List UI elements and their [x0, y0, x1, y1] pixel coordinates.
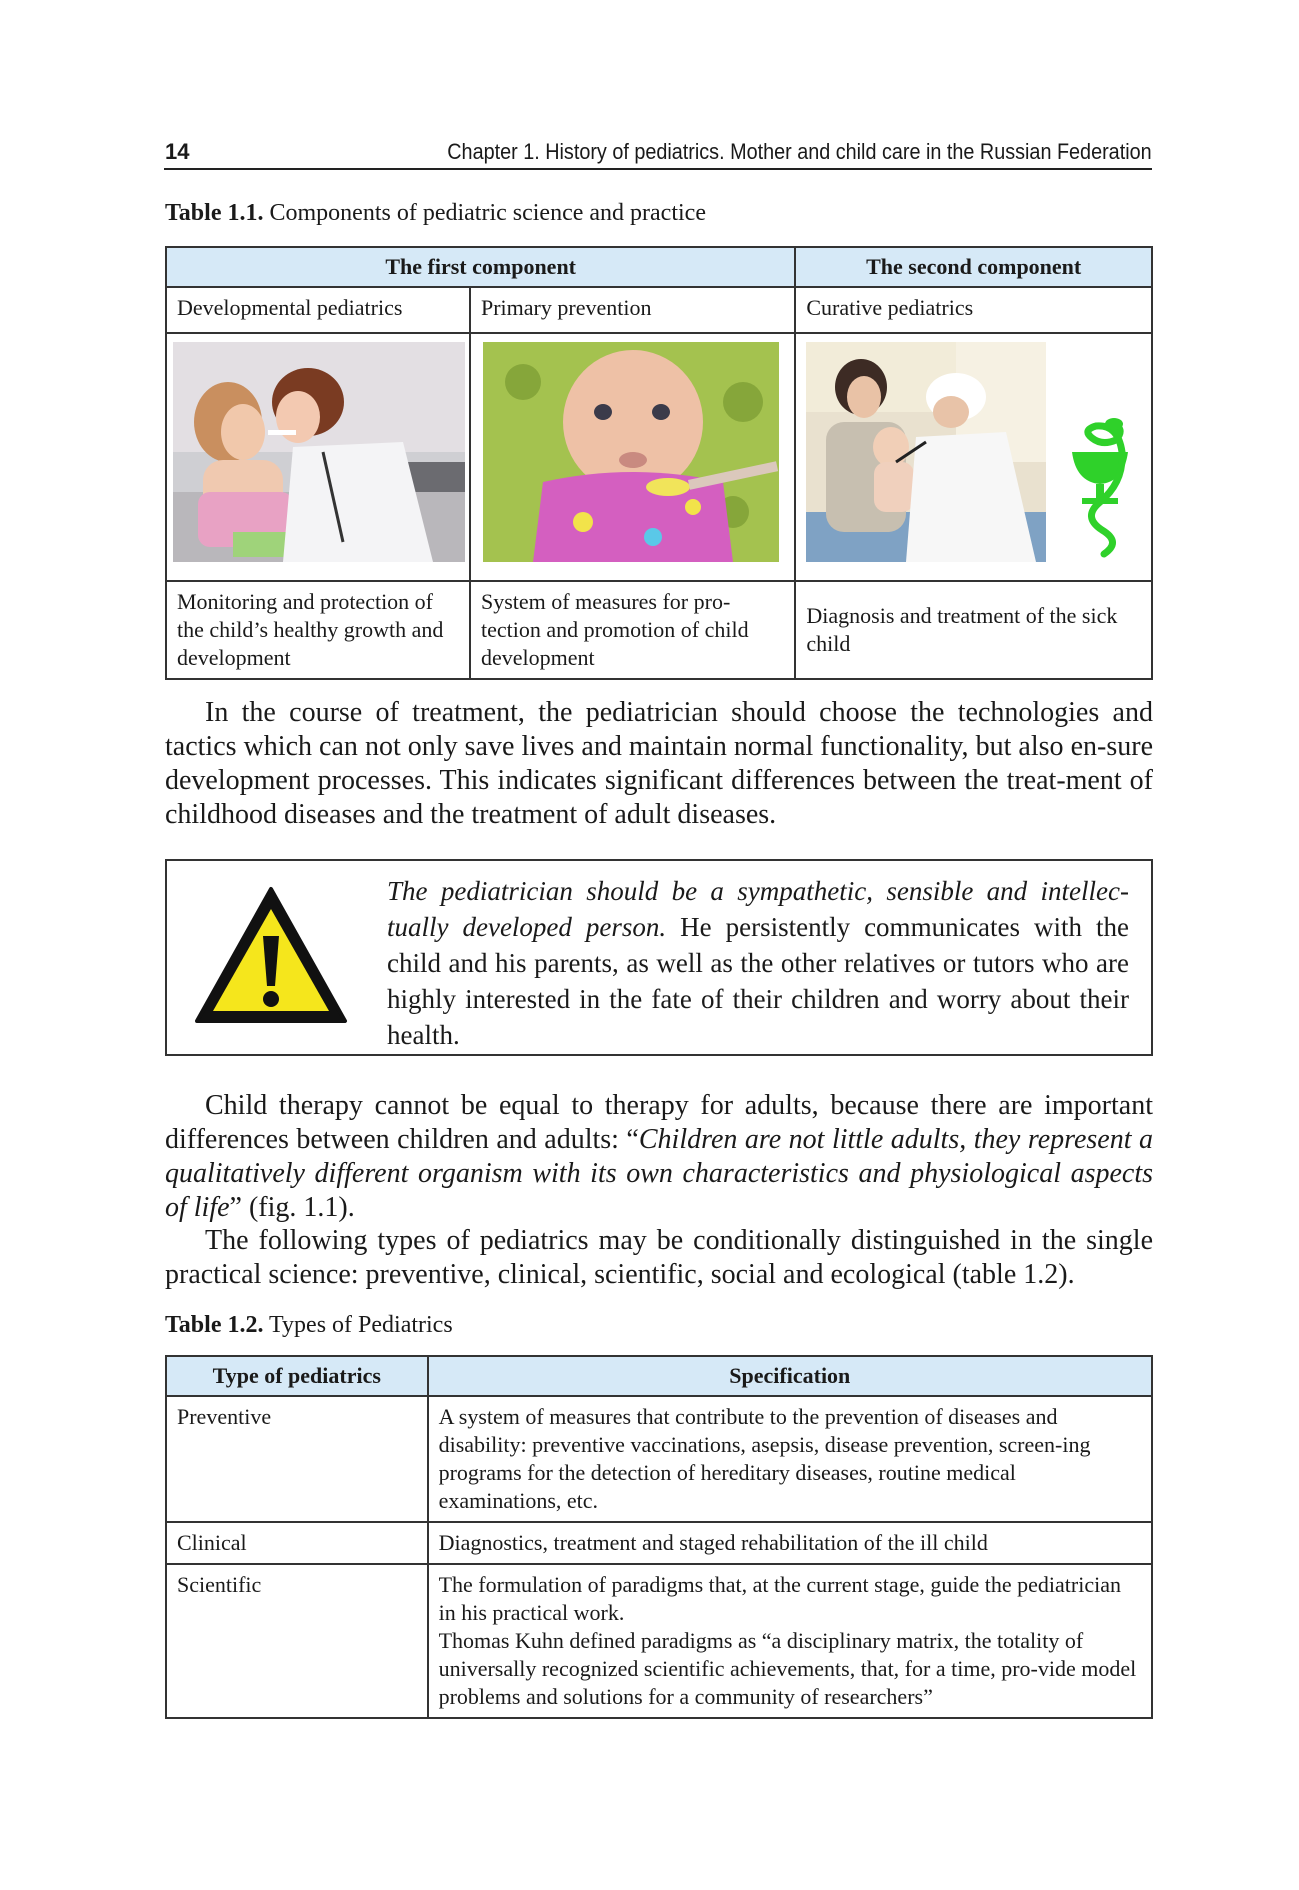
- table2-caption-label: Table 1.2.: [165, 1312, 264, 1338]
- warning-box: [165, 859, 1153, 1056]
- paragraph-types: [165, 1224, 1153, 1292]
- paragraph-treatment-text: In the course of treatment, the pediatrician should choose the technologies and tactics which can not only save lives and maintain normal functionality, but also en-sure development processes. This indicates significant differences between the treat-ment of childhood diseases and the treatment of adult diseases.: [165, 697, 1153, 830]
- doctor-examining-girl-photo: [173, 342, 465, 562]
- table1-caption-label: Table 1.1.: [165, 200, 264, 226]
- warning-triangle-icon: [191, 881, 351, 1031]
- table2-caption-text: Types of Pediatrics: [263, 1312, 453, 1338]
- page-number: 14: [165, 139, 190, 164]
- table-row: [166, 1522, 1152, 1564]
- table1-caption-text: Components of pediatric science and practice: [263, 200, 706, 226]
- image-cell-curative: [795, 333, 1152, 581]
- desc-prevention: System of measures for pro-tection and promotion of child development: [470, 581, 795, 679]
- header-first-component: The first component: [166, 247, 795, 287]
- header-specification: Specification: [428, 1356, 1152, 1396]
- col-primary-prevention: Primary prevention: [470, 287, 795, 333]
- baby-eating-photo: [483, 342, 779, 562]
- components-table: [165, 246, 1153, 680]
- paragraph-treatment: [165, 696, 1153, 832]
- para3-text: The following types of pediatrics may be conditionally distinguished in the single practical science: preventive, clinical, scientific, social and ecological (table 1.2).: [165, 1225, 1153, 1290]
- paragraph-child-therapy: [165, 1089, 1153, 1225]
- image-cell-developmental: [166, 333, 470, 581]
- para2-start: Child therapy cannot be equal to therapy for adults, because there are important differences between children and adults: “: [165, 1090, 1153, 1155]
- row-spec-part2: Thomas Kuhn defined paradigms as “a disciplinary matrix, the totality of universally recognized scientific achievements, that, for a time, pro-vide model problems and solutions for a community of researchers”: [438, 1628, 1137, 1709]
- doctor-examining-baby-photo: [806, 342, 1046, 562]
- row-type: Scientific: [166, 1564, 428, 1718]
- col-curative-pediatrics: Curative pediatrics: [795, 287, 1152, 333]
- bowl-of-hygieia-icon: [1052, 342, 1144, 562]
- header-type: Type of pediatrics: [166, 1356, 428, 1396]
- desc-curative: Diagnosis and treatment of the sick child: [795, 581, 1152, 679]
- table1-caption: [165, 200, 706, 227]
- table-row: [166, 1396, 1152, 1522]
- row-type: Preventive: [166, 1396, 428, 1522]
- image-cell-prevention: [470, 333, 795, 581]
- header-second-component: The second component: [795, 247, 1152, 287]
- table-row: [166, 1564, 1152, 1718]
- row-spec: A system of measures that contribute to the prevention of diseases and disability: preventive vaccinations, asepsis, disease prevention, screen-ing programs for the detection of hereditary diseases, routine medical examinations, etc.: [428, 1396, 1152, 1522]
- row-spec-part1: The formulation of paradigms that, at the current stage, guide the pediatrician in his practical work.: [438, 1572, 1121, 1625]
- para2-end: ” (fig. 1.1).: [229, 1192, 355, 1223]
- col-developmental-pediatrics: Developmental pediatrics: [166, 287, 470, 333]
- running-title: Chapter 1. History of pediatrics. Mother and child care in the Russian Federation: [447, 139, 1152, 164]
- header-rule: [164, 168, 1152, 170]
- types-table: [165, 1355, 1153, 1719]
- warning-italic: The pediatrician should be a sympathetic, sensible and intellec-tually developed person.: [387, 876, 1129, 942]
- para2-quote: Children are not little adults, they represent a qualitatively different organism with its own characteristics and physiological aspects of life: [165, 1124, 1154, 1223]
- desc-developmental: Monitoring and protection of the child’s healthy growth and development: [166, 581, 470, 679]
- table2-caption: [165, 1312, 453, 1339]
- row-spec: Diagnostics, treatment and staged rehabilitation of the ill child: [428, 1522, 1152, 1564]
- warning-rest: He persistently communicates with the child and his parents, as well as the other relatives or tutors who are highly interested in the fate of their children and worry about their health.: [387, 912, 1129, 1050]
- row-spec: [428, 1564, 1152, 1718]
- row-type: Clinical: [166, 1522, 428, 1564]
- warning-text: [387, 873, 1129, 1053]
